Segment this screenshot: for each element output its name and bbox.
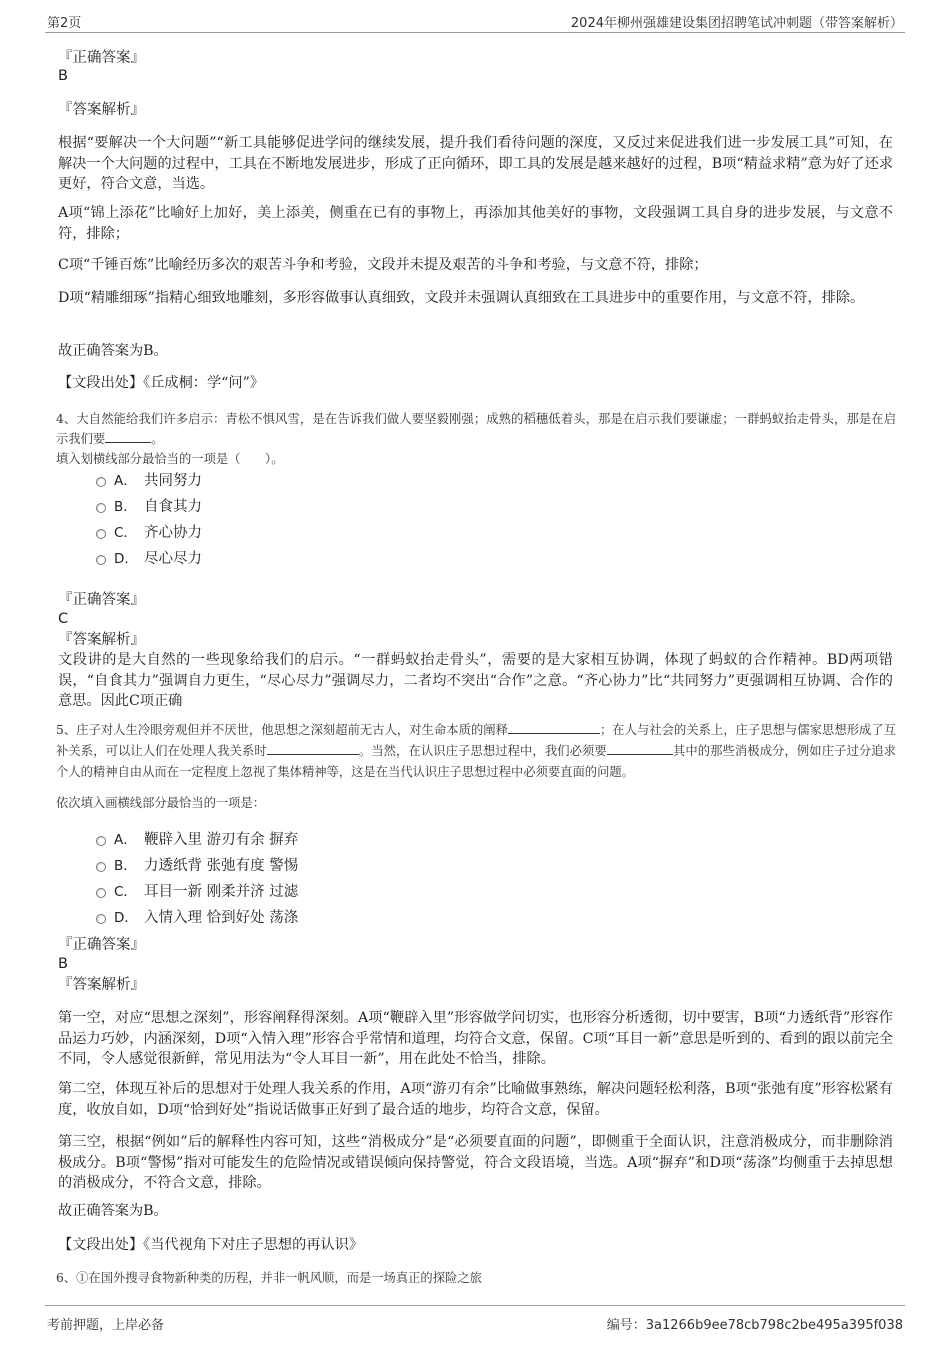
q6-stem: 6、①在国外搜寻食物新种类的历程，并非一帆风顺，而是一场真正的探险之旅 [56, 1271, 482, 1285]
q4-answer: C [58, 611, 69, 627]
q5-option-a[interactable] [96, 830, 298, 850]
q4-option-c[interactable] [96, 523, 202, 543]
q5-analysis-label: 『答案解析』 [58, 977, 145, 993]
q4-analysis-label: 『答案解析』 [58, 632, 145, 648]
q3-conclusion: 故正确答案为B。 [58, 343, 168, 359]
radio-icon[interactable] [96, 529, 106, 539]
option-text: 鞭辟入里 游刃有余 摒弃 [144, 832, 299, 848]
radio-icon[interactable] [96, 503, 106, 513]
q5-option-d[interactable] [96, 908, 298, 928]
page-header [45, 10, 905, 33]
q4-stem-end: 。 [151, 432, 164, 446]
q5-answer-label: 『正确答案』 [58, 937, 145, 953]
radio-icon[interactable] [96, 888, 106, 898]
q4-option-b[interactable] [96, 497, 202, 517]
q3-analysis-paragraph: D项“精雕细琢”指精心细致地雕刻，多形容做事认真细致，文段并未强调认真细致在工具进步中的重要作用，与文意不符，排除。 [58, 290, 865, 306]
q5-source: 【文段出处】《当代视角下对庄子思想的再认识》 [58, 1237, 364, 1253]
option-key: B． [114, 858, 137, 874]
option-key: A． [114, 473, 137, 489]
option-key: B． [114, 499, 137, 515]
q3-analysis-label: 『答案解析』 [58, 102, 145, 118]
q5-analysis-paragraph: 第三空，根据“例如”后的解释性内容可知，这些“消极成分”是“必须要直面的问题”，即侧重于全面认识，注意消极成分，而非删除消极成分。B项“警惕”指对可能发生的危险情况或错误倾向保持警觉，符合文段语境，当选。A项“摒弃”和D项“荡涤”均侧重于去掉思想的消极成分，不符合文意，排除。 [58, 1134, 893, 1191]
q3-analysis-paragraph: 根据“要解决一个大问题”“新工具能够促进学问的继续发展，提升我们看待问题的深度，又反过来促进我们进一步发展工具”可知，在解决一个大问题的过程中，工具在不断地发展进步，形成了正向循环，即工具的发展是越来越好的过程，B项“精益求精”意为好了还求更好，符合文意，当选。 [58, 135, 893, 192]
option-key: D． [114, 551, 138, 567]
page-footer [45, 1305, 905, 1333]
q5-stem [56, 720, 896, 783]
q3-answer: B [58, 68, 68, 84]
q5-stem-part: 其中的那些消极成分，例如庄子过分追求个人的精神自由从而在一定程度上忽视了集体精神等，这是在当代认识庄子思想过程中必须要直面的问题。 [56, 744, 896, 779]
q4-stem-text: 4、大自然能给我们许多启示：青松不惧风雪，是在告诉我们做人要坚毅刚强；成熟的稻穗低着头，那是在启示我们要谦虚；一群蚂蚁抬走骨头，那是在启示我们要 [56, 412, 896, 446]
q5-analysis-paragraph: 第一空，对应“思想之深刻”，形容阐释得深刻。A项“鞭辟入里”形容做学问切实，也形容分析透彻，切中要害，B项“力透纸背”形容作品运力巧妙，内涵深刻，D项“入情入理”形容合乎常情和道理，均符合文意，保留。C项“耳目一新”意思是听到的、看到的跟以前完全不同，令人感觉很新鲜，常见用法为“令人耳目一新”，用在此处不恰当，排除。 [58, 1010, 893, 1067]
option-text: 入情入理 恰到好处 荡涤 [144, 910, 299, 926]
q5-analysis-paragraph: 第二空，体现互补后的思想对于处理人我关系的作用，A项“游刃有余”比喻做事熟练，解决问题轻松利落，B项“张弛有度”形容松紧有度，收放自如，D项“恰到好处”指说话做事正好到了最合适的地步，均符合文意，保留。 [58, 1081, 893, 1118]
radio-icon[interactable] [96, 862, 106, 872]
footer-serial: 编号：3a1266b9ee78cb798c2be495a395f038 [606, 1318, 903, 1333]
option-key: C． [114, 525, 137, 541]
option-text: 尽心尽力 [144, 551, 202, 567]
q5-answer: B [58, 956, 68, 972]
q4-analysis: 文段讲的是大自然的一些现象给我们的启示。“一群蚂蚁抬走骨头”，需要的是大家相互协调，体现了蚂蚁的合作精神。BD两项错误，“自食其力”强调自力更生，“尽心尽力”强调尽力，二者均不突出“合作”之意。“齐心协力”比“共同努力”更强调相互协调、合作的意思。因此C项正确 [58, 652, 893, 709]
q5-stem-part: 。当然，在认识庄子思想过程中，我们必须要 [358, 744, 607, 758]
q5-stem-part: 5、庄子对人生冷眼旁观但并不厌世，他思想之深刻超前无古人，对生命本质的阐释 [56, 723, 508, 737]
q4-answer-label: 『正确答案』 [58, 592, 145, 608]
radio-icon[interactable] [96, 555, 106, 565]
q5-blank-1 [508, 721, 600, 734]
q5-option-b[interactable] [96, 856, 298, 876]
document-title: 2024年柳州强雄建设集团招聘笔试冲刺题（带答案解析） [570, 16, 903, 31]
option-key: D． [114, 910, 138, 926]
q4-option-d[interactable] [96, 549, 202, 569]
q3-analysis-paragraph: C项“千锤百炼”比喻经历多次的艰苦斗争和考验，文段并未提及艰苦的斗争和考验，与文意不符，排除； [58, 257, 708, 273]
option-text: 共同努力 [144, 473, 202, 489]
option-key: C． [114, 884, 137, 900]
q5-option-c[interactable] [96, 882, 298, 902]
q4-blank [105, 430, 151, 443]
q5-conclusion: 故正确答案为B。 [58, 1203, 168, 1219]
q5-blank-3 [607, 742, 673, 755]
q5-blank-2 [267, 742, 359, 755]
q4-prompt: 填入划横线部分最恰当的一项是（ ）。 [56, 452, 284, 466]
q3-analysis-paragraph: A项“锦上添花”比喻好上加好，美上添美，侧重在已有的事物上，再添加其他美好的事物，文段强调工具自身的进步发展，与文意不符，排除； [58, 205, 893, 242]
q4-option-a[interactable] [96, 471, 202, 491]
q5-stem-part: ；在人与社会的关系上，庄子思想与儒家思想形成了互补关系，可以让人们在处理人我关系时 [56, 723, 896, 758]
option-text: 齐心协力 [144, 525, 202, 541]
q4-stem [56, 409, 896, 449]
radio-icon[interactable] [96, 477, 106, 487]
page-number: 第2页 [47, 16, 82, 31]
q3-answer-label: 『正确答案』 [58, 50, 145, 66]
footer-slogan: 考前押题，上岸必备 [47, 1318, 165, 1333]
option-key: A． [114, 832, 137, 848]
q3-source: 【文段出处】《丘成桐：学“问”》 [58, 375, 265, 391]
option-text: 自食其力 [144, 499, 202, 515]
option-text: 力透纸背 张弛有度 警惕 [144, 858, 299, 874]
radio-icon[interactable] [96, 836, 106, 846]
q5-prompt: 依次填入画横线部分最恰当的一项是： [56, 796, 266, 810]
radio-icon[interactable] [96, 914, 106, 924]
option-text: 耳目一新 刚柔并济 过滤 [144, 884, 299, 900]
